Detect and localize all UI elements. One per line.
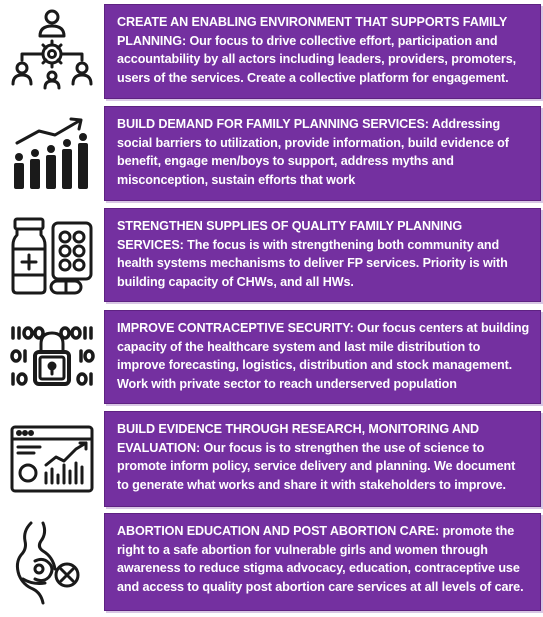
medicine-bottle-pills-icon (4, 206, 100, 304)
strategy-card-supplies (104, 208, 541, 302)
binary-padlock-security-icon (4, 307, 100, 406)
strategy-text-research-evidence: BUILD EVIDENCE THROUGH RESEARCH, MONITORING AND EVALUATION: Our focus is to strengthen the use of science to promote inform policy, service delivery and planning. We document to generate what works and share it with stakeholders to improve. (117, 422, 516, 492)
strategy-row-contraceptive-security (0, 307, 543, 406)
strategy-card-research-evidence (104, 411, 541, 507)
strategy-card-enabling-environment (104, 4, 541, 99)
strategy-card-abortion-care (104, 513, 541, 611)
strategy-text-contraceptive-security: IMPROVE CONTRACEPTIVE SECURITY: Our focus centers at building capacity of the healthcare system and last mile distribution to improve forecasting, logistics, distribution and stock management. Work with private sector to reach underserved population (117, 321, 530, 391)
strategy-card-contraceptive-security (104, 310, 541, 404)
strategy-text-abortion-care: ABORTION EDUCATION AND POST ABORTION CARE: promote the right to a safe abortion for vulnerable girls and women through awareness to reduce stigma advocacy, education, contraceptive use and access to quality post abortion care services at all levels of care. (117, 524, 524, 594)
team-leader-gear-icon (4, 0, 100, 100)
strategy-text-build-demand: BUILD DEMAND FOR FAMILY PLANNING SERVICES: Addressing social barriers to utilization, provide information, build evidence of benefit, engage men/boys to support, address myths and misconception, sustain efforts that work (117, 117, 509, 187)
strategy-row-research-evidence (0, 409, 543, 509)
analytics-dashboard-icon (4, 409, 100, 509)
strategy-card-build-demand (104, 106, 541, 201)
strategy-row-supplies (0, 206, 543, 304)
pregnant-woman-no-sign-icon (4, 511, 100, 615)
strategy-row-build-demand (0, 103, 543, 203)
growth-bar-chart-people-icon (4, 103, 100, 203)
strategy-row-enabling-environment (0, 0, 543, 100)
strategy-text-supplies: STRENGTHEN SUPPLIES OF QUALITY FAMILY PLANNING SERVICES: The focus is with strengthening both community and health systems mechanisms to deliver FP services. Priority is with building capacity of CHWs, and all HWs. (117, 219, 508, 289)
strategy-text-enabling-environment: CREATE AN ENABLING ENVIRONMENT THAT SUPPORTS FAMILY PLANNING: Our focus to drive collective effort, participation and accountability by all actors including leaders, providers, promoters, users of the services. Create a collective platform for engagement. (117, 15, 517, 85)
strategy-row-abortion-care (0, 511, 543, 615)
